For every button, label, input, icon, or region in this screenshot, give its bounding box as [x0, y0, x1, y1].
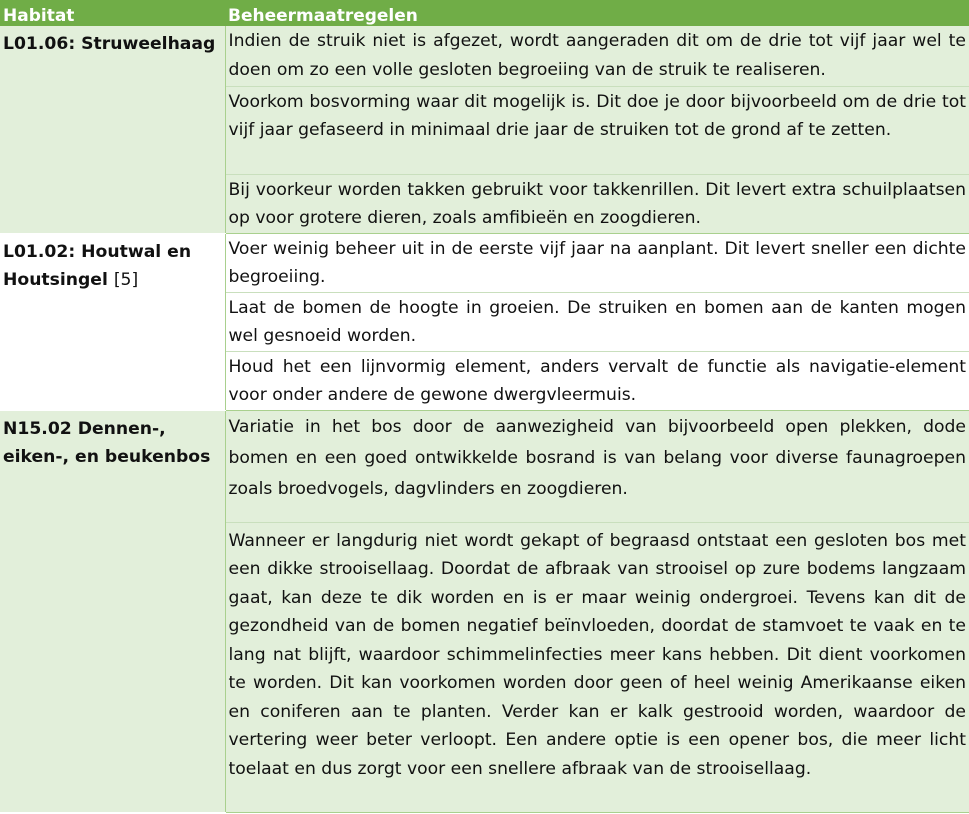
habitat-name: L01.02: Houtwal en Houtsingel: [3, 241, 192, 290]
measure-cell: Laat de bomen de hoogte in groeien. De struiken en bomen aan de kanten mogen wel gesnoeid worden.: [225, 292, 969, 351]
habitat-cell: [0, 26, 225, 233]
table-row: [0, 233, 969, 292]
measure-cell: Voer weinig beheer uit in de eerste vijf jaar na aanplant. Dit levert sneller een dichte begroeiing.: [225, 233, 969, 292]
measure-cell: Bij voorkeur worden takken gebruikt voor takkenrillen. Dit levert extra schuilplaatsen op voor grotere dieren, zoals amfibieën en zoogdieren.: [225, 174, 969, 233]
habitat-cell: [0, 410, 225, 812]
measure-cell: Houd het een lijnvormig element, anders vervalt de functie als navigatie-element voor onder andere de gewone dwergvleermuis.: [225, 351, 969, 410]
header-habitat: Habitat: [0, 0, 225, 26]
measure-cell: Voorkom bosvorming waar dit mogelijk is. Dit doe je door bijvoorbeeld om de drie tot vijf jaar gefaseerd in minimaal drie jaar de struiken tot de grond af te zetten.: [225, 86, 969, 174]
table-row: [0, 26, 969, 86]
table-row: [0, 410, 969, 522]
habitat-reference: [5]: [113, 269, 139, 290]
measure-cell: Wanneer er langdurig niet wordt gekapt of begraasd ontstaat een gesloten bos met een dikke strooisellaag. Doordat de afbraak van strooisel op zure bodems langzaam gaat, kan deze te dik worden en is er maar weinig ondergroei. Tevens kan dit de gezondheid van de bomen negatief beïnvloeden, doordat de stamvoet te vaak en te lang nat blijft, waardoor schimmelinfecties meer kans hebben. Dit dient voorkomen te worden. Dit kan voorkomen worden door geen of heel weinig Amerikaanse eiken en coniferen aan te planten. Verder kan er kalk gestrooid worden, waardoor de vertering weer beter verloopt. Een andere optie is een opener bos, die meer licht toelaat en dus zorgt voor een snellere afbraak van de strooisellaag.: [225, 522, 969, 812]
measure-cell: Variatie in het bos door de aanwezigheid van bijvoorbeeld open plekken, dode bomen en een goed ontwikkelde bosrand is van belang voor diverse faunagroepen zoals broedvogels, dagvlinders en zoogdieren.: [225, 410, 969, 522]
habitat-cell: [0, 233, 225, 410]
table-header-row: [0, 0, 969, 26]
measure-cell: Indien de struik niet is afgezet, wordt aangeraden dit om de drie tot vijf jaar wel te doen om zo een volle gesloten begroeiing van de struik te realiseren.: [225, 26, 969, 86]
habitat-name: L01.06: Struweelhaag: [3, 34, 216, 54]
habitat-name: N15.02 Dennen-, eiken-, en beukenbos: [3, 418, 211, 467]
header-measures: Beheermaatregelen: [225, 0, 969, 26]
